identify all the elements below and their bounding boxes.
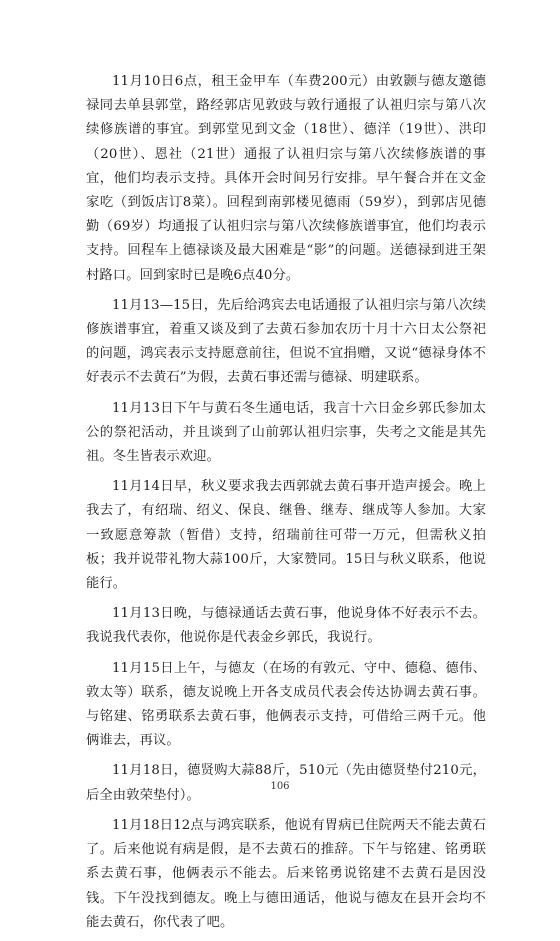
paragraph-nov-18-garlic: 11月18日，德贤购大蒜88斤，510元（先由德贤垫付210元，后全由敦荣垫付）。 bbox=[86, 763, 486, 803]
paragraph-nov-18-noon: 11月18日12点与鸿宾联系，他说有胃病已住院两天不能去黄石了。后来他说有病是假，是不去黄石的推辞。下午与铭建、铭勇联系去黄石事，他俩表示不能去。后来铭勇说铭建不去黄石是因没钱。下午没找到德友。晚上与德田通话，他说与德友在县开会均不能去黄石，你代表了吧。 bbox=[86, 817, 486, 930]
paragraph-nov-14-morning: 11月14日早，秋义要求我去西郭就去黄石事开造声援会。晚上我去了，有绍瑞、绍义、保良、继鲁、继寿、继成等人参加。大家一致愿意筹款（暂借）支持，绍瑞前往可带一万元，但需秋义拍板；我并说带礼物大蒜100斤，大家赞同。15日与秋义联系，他说能行。 bbox=[86, 479, 486, 592]
document-body bbox=[86, 70, 486, 941]
paragraph-nov-13-15: 11月13—15日，先后给鸿宾去电话通报了认祖归宗与第八次续修族谱事宜，着重又谈及到了去黄石参加农历十月十六日太公祭祀的问题，鸿宾表示支持愿意前往，但说不宜捐赠，又说“德禄身体不好表示不去黄石”为假，去黄石事还需与德禄、明建联系。 bbox=[86, 297, 486, 386]
paragraph-nov-10: 11月10日6点，租王金甲车（车费200元）由敦颢与德友邀德禄同去单县郭堂，路经郭店见敦豉与敦行通报了认祖归宗与第八次续修族谱的事宜。到郭堂见到文金（18世）、德洋（19世）、洪印（20世）、恩社（21世）通报了认祖归宗与第八次续修族谱的事宜，他们均表示支持。具体开会时间另行安排。早午餐合并在文金家吃（到饭店订8菜）。回程到南郭楼见德雨（59岁），到郭店见德勤（69岁）均通报了认祖归宗与第八次续修族谱事宜，他们均表示支持。回程车上德禄谈及最大困难是“影”的问题。送德禄到进王架村路口。回到家时已是晚6点40分。 bbox=[86, 74, 486, 283]
paragraph-nov-13-evening: 11月13日晚，与德禄通话去黄石事，他说身体不好表示不去。我说我代表你，他说你是代表金乡郭氏，我说行。 bbox=[86, 606, 486, 646]
paragraph-nov-13-afternoon: 11月13日下午与黄石冬生通电话，我言十六日金乡郭氏参加太公的祭祀活动，并且谈到了山前郭认祖归宗事，失考之文能是其先祖。冬生皆表示欢迎。 bbox=[86, 400, 486, 465]
page-number: 106 bbox=[270, 781, 290, 792]
paragraph-nov-15-morning: 11月15日上午，与德友（在场的有敦元、守中、德稳、德伟、敦太等）联系，德友说晚上开各支成员代表会传达协调去黄石事。与铭建、铭勇联系去黄石事，他俩表示支持，可借给三两千元。他俩谁去，再议。 bbox=[86, 660, 486, 749]
